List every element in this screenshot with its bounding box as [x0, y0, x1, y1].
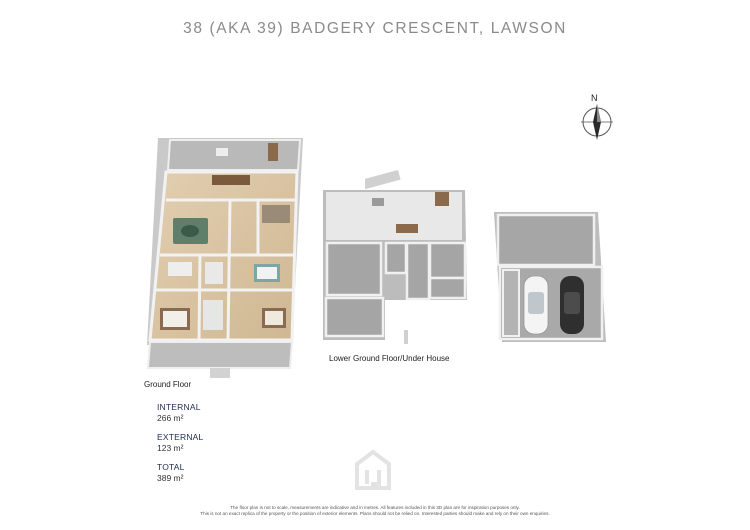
compass-north-label: N — [591, 93, 598, 103]
ground-floor-plan — [147, 138, 303, 378]
lower-ground-floor-label: Lower Ground Floor/Under House — [329, 354, 450, 363]
total-value: 389 m² — [157, 473, 184, 483]
car-dark — [560, 276, 584, 334]
lower-ground-floor-plan — [323, 170, 467, 344]
car-white — [524, 276, 548, 334]
external-value: 123 m² — [157, 443, 184, 453]
disclaimer-line-2: This is not an exact replica of the property or the position of exterior elements. Plans should not be relied on. Interested parties should make and rely on their own enquiries. — [200, 511, 550, 516]
ground-floor-label: Ground Floor — [144, 380, 192, 389]
internal-label: INTERNAL — [157, 402, 201, 412]
disclaimer-line-1: The floor plan is not to scale, measurements are indicative and in metres. All features included in this 3D plan are for inspiration purposes only. — [230, 505, 520, 510]
total-label: TOTAL — [157, 462, 185, 472]
agency-logo-icon — [351, 448, 395, 492]
compass-icon — [581, 93, 613, 140]
external-label: EXTERNAL — [157, 432, 204, 442]
property-title: 38 (AKA 39) BADGERY CRESCENT, LAWSON — [183, 20, 567, 37]
garage-plan — [494, 212, 606, 342]
internal-value: 266 m² — [157, 413, 184, 423]
